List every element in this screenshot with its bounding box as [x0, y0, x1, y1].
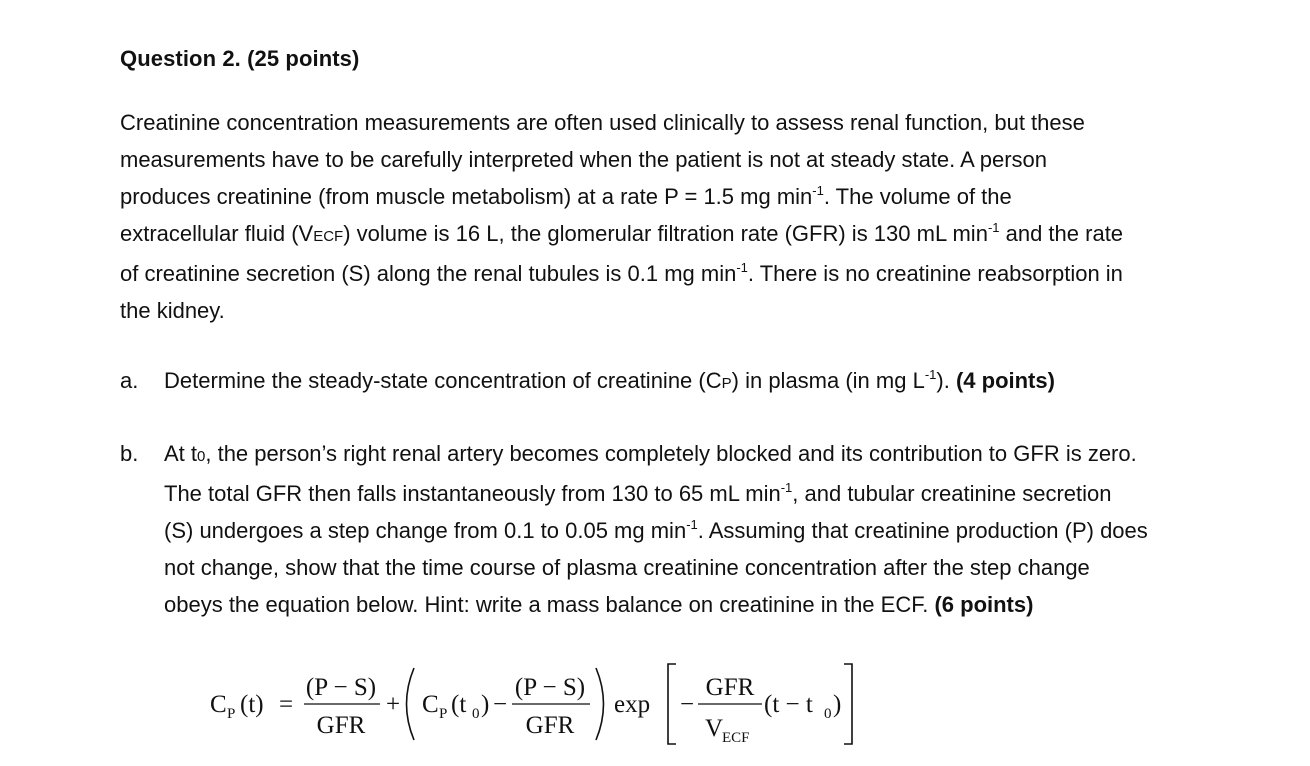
intro-line-3: produces creatinine (from muscle metabolism) at a rate P = 1.5 mg $\min^{-1}$. The volume of the [120, 183, 1012, 209]
intro-line-5: of creatinine secretion (S) along the renal tubules is 0.1 mg $\min^{-1}$. There is no creatinine reabsorption in [120, 260, 1123, 286]
eq-tail-open: (t − t [764, 691, 813, 718]
eq-exp: exp [614, 691, 651, 718]
eq-lhs-sub: P [227, 706, 236, 722]
eq-left-paren [407, 668, 415, 740]
part-b-line-3: (S) undergoes a step change from 0.1 to 0.05 mg $\min^{-1}$. Assuming that creatinine production (P) does [164, 517, 1148, 543]
eq-left-bracket [668, 664, 676, 744]
eq-frac1-num: (P − S) [305, 674, 377, 701]
part-b-line-1: At t0, the person’s right renal artery becomes completely blocked and its contribution to GFR is zero. [164, 441, 1137, 466]
eq-right-bracket [844, 664, 852, 744]
part-a-marker: a. [120, 368, 139, 393]
intro-line-2: measurements have to be carefully interpreted when the patient is not at steady state. A person [120, 147, 1047, 172]
part-b-line-5: obeys the equation below. Hint: write a mass balance on creatinine in the ECF. (6 points) [164, 592, 1034, 617]
eq-frac3-den-v: V [705, 715, 724, 742]
part-b-text [164, 435, 1274, 623]
eq-frac1-den: GFR [316, 712, 366, 739]
intro-paragraph [120, 104, 1260, 329]
concentration-equation [200, 656, 880, 752]
intro-line-6: the kidney. [120, 298, 225, 323]
question-title: Question 2. (25 points) [120, 46, 360, 71]
eq-c2-arg-close: ) [481, 691, 490, 718]
eq-frac2-den: GFR [525, 712, 575, 739]
eq-c2-arg-sub: 0 [472, 706, 480, 722]
eq-c2-sub: P [439, 706, 448, 722]
eq-lhs-t: (t) [240, 691, 264, 718]
part-b-line-2: The total GFR then falls instantaneously from 130 to 65 mL $\min^{-1}$, and tubular creatinine secretion [164, 480, 1112, 506]
eq-minus2: − [680, 691, 695, 718]
intro-line-4: extracellular fluid (VECF) volume is 16 L, the glomerular filtration rate (GFR) is 130 mL $\min^{-1}$ and the rate [120, 220, 1124, 246]
eq-frac3-num: GFR [705, 674, 755, 701]
eq-right-paren [596, 668, 604, 740]
eq-equals: = [279, 691, 294, 718]
eq-frac2-num: (P − S) [514, 674, 586, 701]
part-b-line-4: not change, show that the time course of plasma creatinine concentration after the step change [164, 555, 1090, 580]
eq-minus: − [493, 691, 508, 718]
intro-line-1: Creatinine concentration measurements are often used clinically to assess renal function, but these [120, 110, 1085, 135]
eq-plus: + [386, 691, 401, 718]
eq-frac3-den-sub: ECF [722, 730, 750, 746]
eq-c2-arg-open: (t [451, 691, 467, 718]
eq-c2: C [422, 691, 439, 718]
eq-lhs-c: C [210, 691, 227, 718]
part-a-text: Determine the steady-state concentration of creatinine (CP) in plasma (in mg $L^{-1}$). (4 points) [164, 367, 1055, 393]
part-b-marker: b. [120, 441, 139, 466]
eq-tail-sub: 0 [824, 706, 832, 722]
part-a-points: (4 points) [955, 368, 1055, 393]
eq-tail-close: ) [833, 691, 842, 718]
part-b-points: (6 points) [934, 592, 1034, 617]
